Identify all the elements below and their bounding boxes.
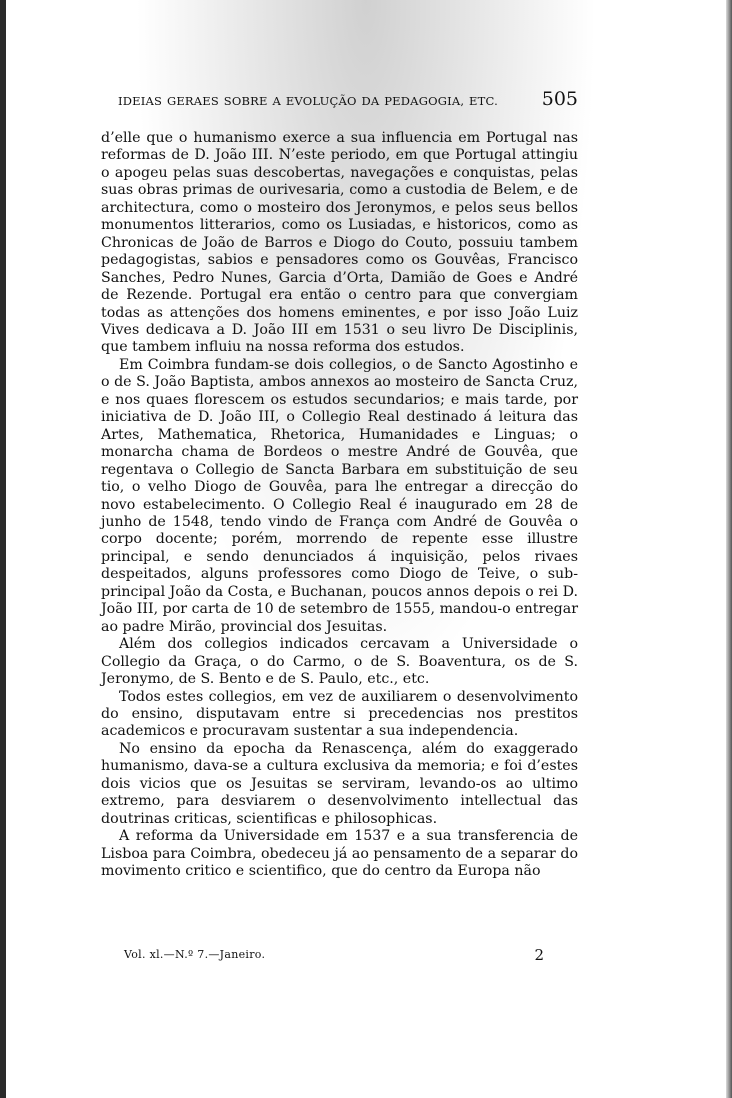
paragraph: Todos estes collegios, em vez de auxiliarem o desenvolvimento do ensino, disputavam entre si precedencias nos prestitos academicos e procuravam sustentar a sua independencia. — [101, 688, 578, 740]
paragraph: Além dos collegios indicados cercavam a Universidade o Collegio da Graça, o do Carmo, o de S. Boaventura, os de S. Jeronymo, de S. Bento e de S. Paulo, etc., etc. — [101, 636, 578, 688]
page-edge-shadow — [726, 0, 732, 1098]
page-number: 505 — [541, 88, 578, 110]
running-title: IDEIAS GERAES SOBRE A EVOLUÇÃO DA PEDAGOGIA, ETC. — [118, 94, 498, 108]
sheet-number: 2 — [534, 946, 544, 964]
paragraph: Em Coimbra fundam-se dois collegios, o de Sancto Agostinho e o de S. João Baptista, ambos annexos ao mosteiro de Sancta Cruz, e nos quaes florescem os estudos secundarios; e mais tarde, por iniciativa de D. João III, o Collegio Real destinado á leitura das Artes, Mathematica, Rhetorica, Humanidades e Linguas; o monarcha chama de Bordeos o mestre André de Gouvêa, que regentava o Collegio de Sancta Barbara em substituição de seu tio, o velho Diogo de Gouvêa, para lhe entregar a direcção do novo estabelecimento. O Collegio Real é inaugurado em 28 de junho de 1548, tendo vindo de França com André de Gouvêa o corpo docente; porém, morrendo de repente esse illustre principal, e sendo denunciados á inquisição, pelos rivaes despeitados, alguns professores como Diogo de Teive, o sub-principal João da Costa, e Buchanan, poucos annos depois o rei D. João III, por carta de 10 de setembro de 1555, mandou-o entregar ao padre Mirão, provincial dos Jesuitas. — [101, 356, 578, 635]
volume-signature: Vol. xl.—N.º 7.—Janeiro. — [124, 948, 266, 961]
paragraph: A reforma da Universidade em 1537 e a sua transferencia de Lisboa para Coimbra, obedeceu já ao pensamento de a separar do movimento critico e scientifico, que do centro da Europa não — [101, 828, 578, 880]
running-header — [118, 88, 578, 116]
paragraph: No ensino da epocha da Renascença, além do exaggerado humanismo, dava-se a cultura exclusiva da memoria; e foi d’estes dois vicios que os Jesuitas se serviram, levando-os ao ultimo extremo, para desviarem o desenvolvimento intellectual das doutrinas criticas, scientificas e philosophicas. — [101, 740, 578, 827]
paragraph: d’elle que o humanismo exerce a sua influencia em Portugal nas reformas de D. João III. N’este periodo, em que Portugal attingiu o apogeu pelas suas descobertas, navegações e conquistas, pelas suas obras primas de ourivesaria, como a custodia de Belem, e de architectura, como o mosteiro dos Jeronymos, e pelos seus bellos monumentos litterarios, como os Lusiadas, e historicos, como as Chronicas de João de Barros e Diogo do Couto, possuiu tambem pedagogistas, sabios e pensadores como os Gouvêas, Francisco Sanches, Pedro Nunes, Garcia d’Orta, Damião de Goes e André de Rezende. Portugal era então o centro para que convergiam todas as attenções dos homens eminentes, e por isso João Luiz Vives dedicava a D. João III em 1531 o seu livro De Disciplinis, que tambem influiu na nossa reforma dos estudos. — [101, 130, 578, 356]
page-footer — [124, 946, 544, 966]
body-text — [101, 130, 578, 880]
book-page — [6, 0, 726, 1098]
